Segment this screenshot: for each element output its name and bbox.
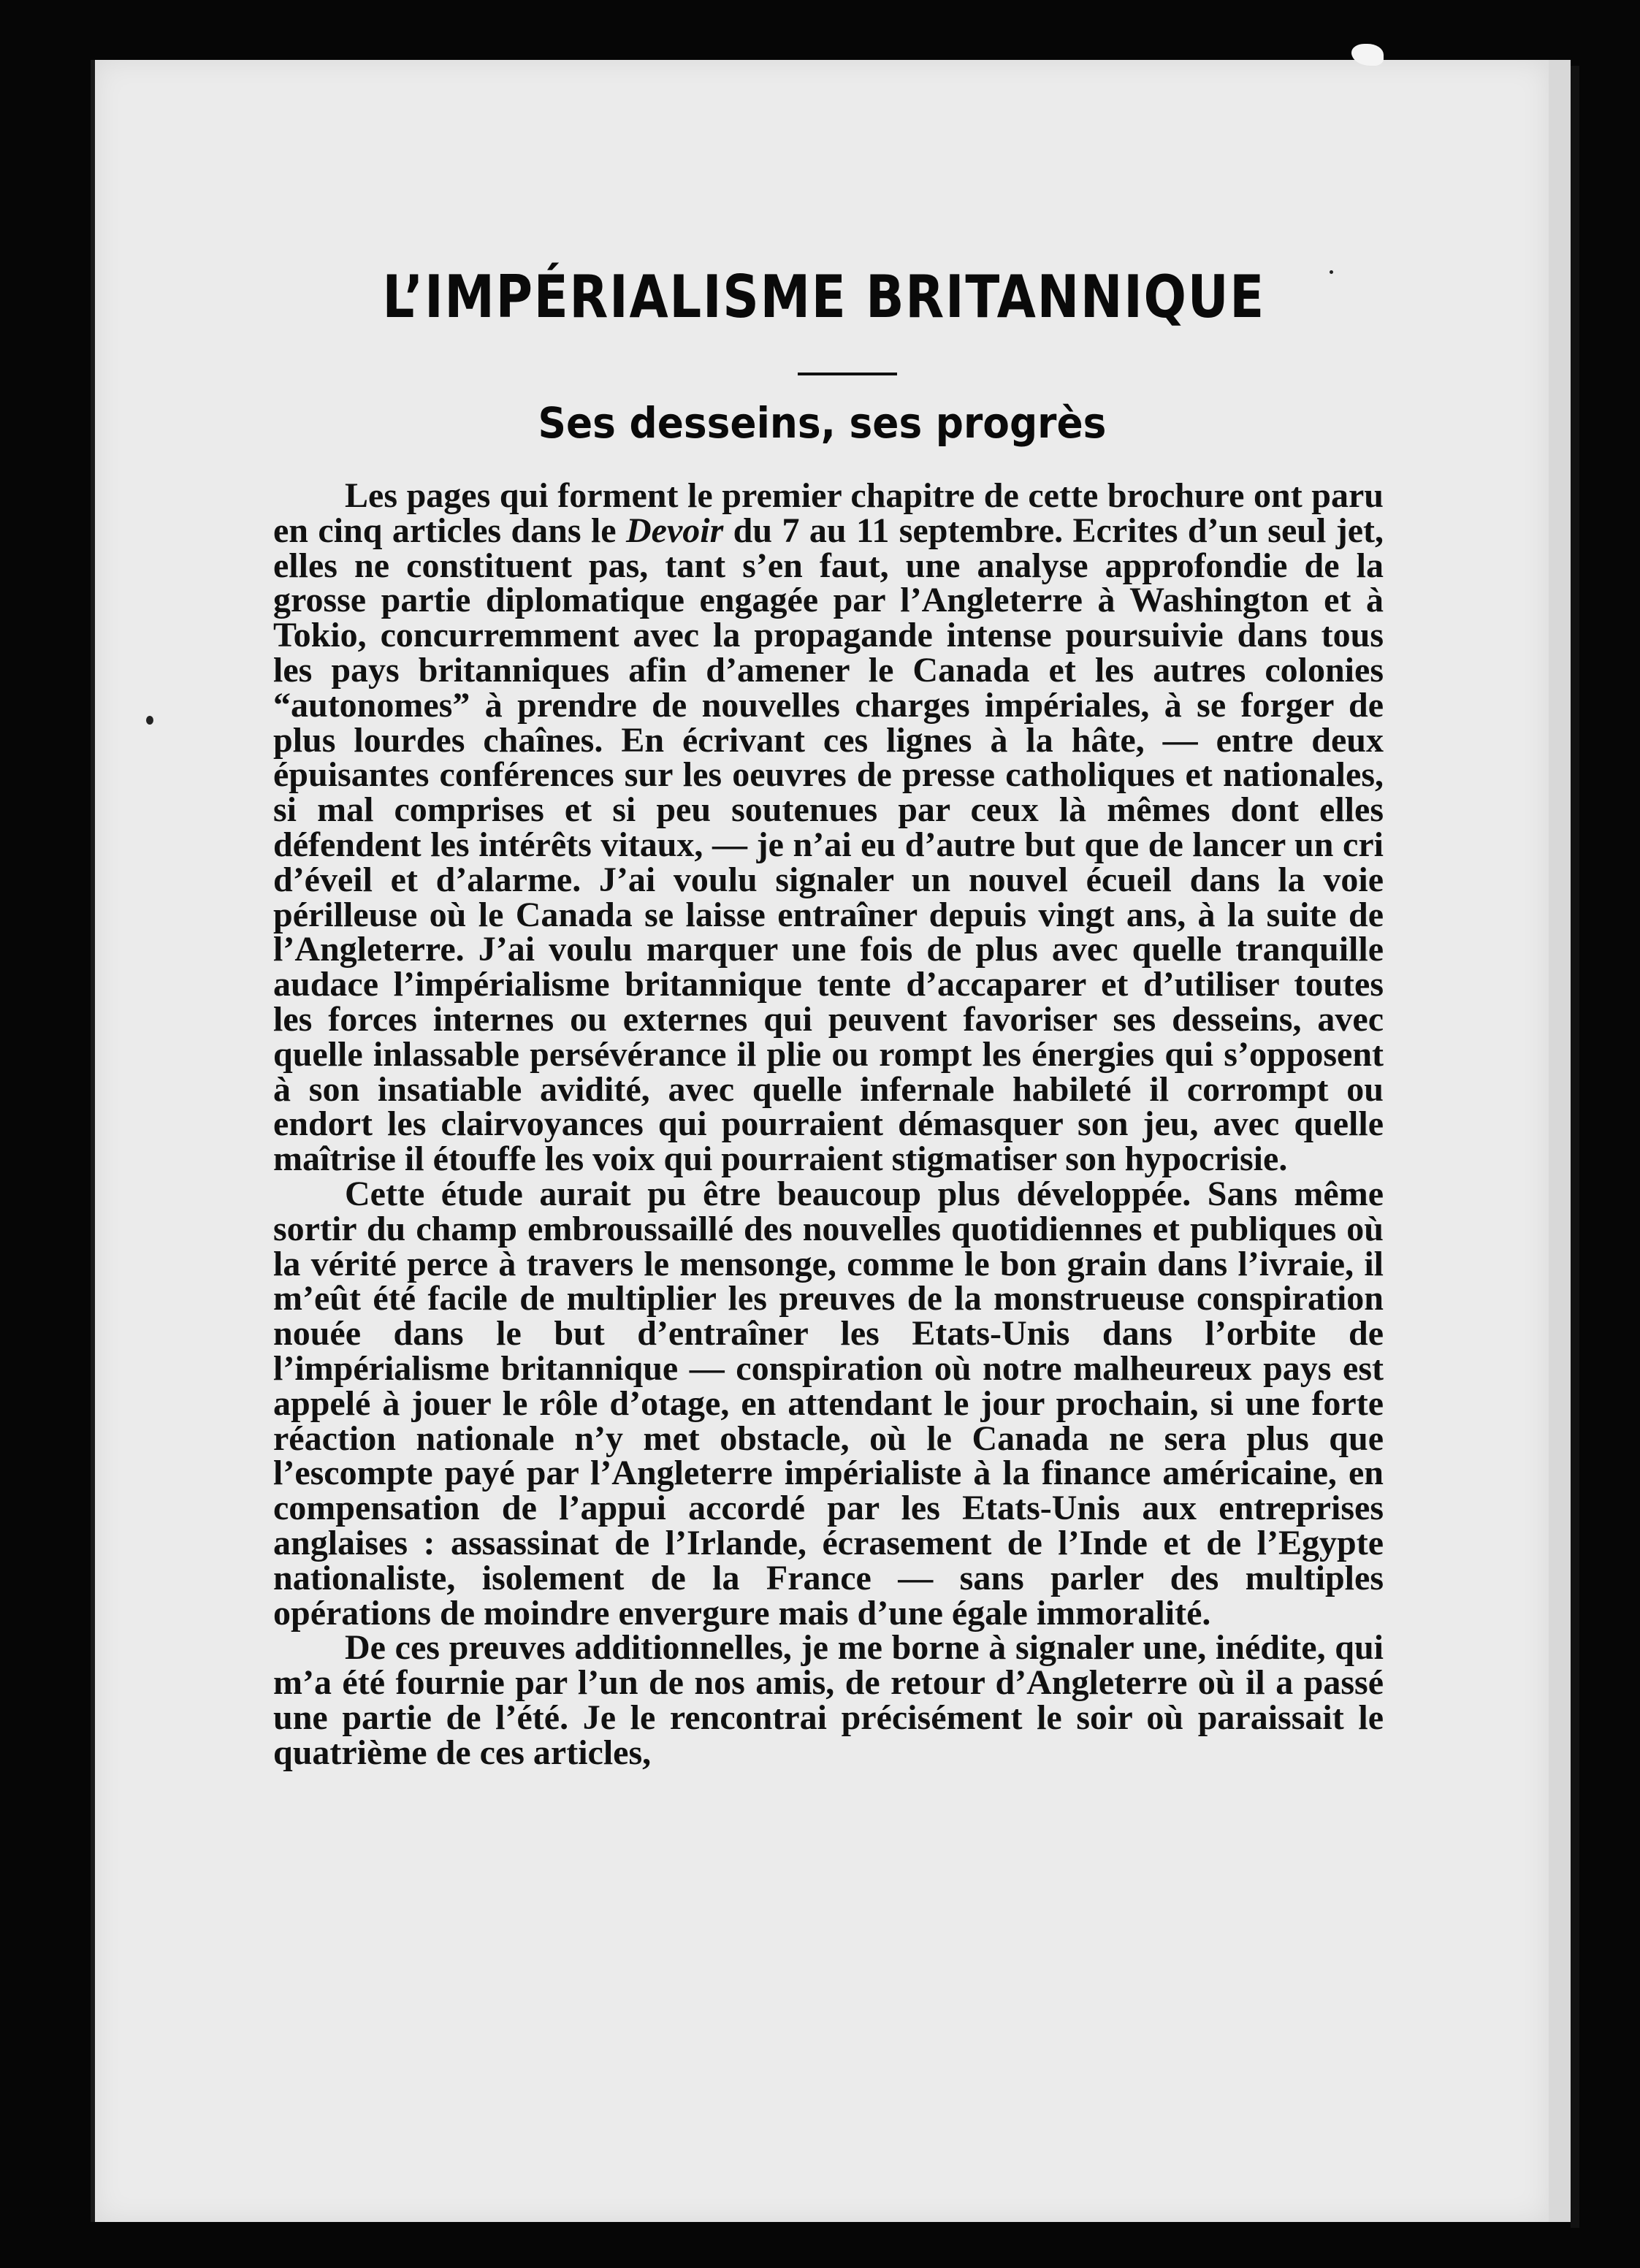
- paragraph-1-text-a: Les pages qui forment le premier chapitre de cette brochure ont paru en cinq articles dans le: [273, 476, 1384, 550]
- title-divider: [798, 373, 897, 375]
- page-title: L’IMPÉRIALISME BRITANNIQUE: [382, 263, 1266, 331]
- paragraph-1: [273, 478, 1384, 1177]
- ink-speck: [146, 716, 153, 725]
- paragraph-1-text-b: du 7 au 11 septembre. Ecrites d’un seul jet, elles ne constituent pas, tant s’en faut, une analyse approfondie de la grosse partie diplomatique engagée par l’Angleterre à Washington et à Tokio, concurremment avec la propagande intense poursuivie dans tous les pays britanniques afin d’amener le Canada et les autres colonies “autonomes” à prendre de nouvelles charges impériales, à se forger de plus lourdes chaînes. En écrivant ces lignes à la hâte, — entre deux épuisantes conférences sur les oeuvres de presse catholiques et nationales, si mal comprises et si peu soutenues par ceux là mêmes dont elles défendent les intérêts vitaux, — je n’ai eu d’autre but que de lancer un cri d’éveil et d’alarme. J’ai voulu signaler un nouvel écueil dans la voie périlleuse où le Canada se laisse entraîner depuis vingt ans, à la suite de l’Angleterre. J’ai voulu marquer une fois de plus avec quelle tranquille audace l’impérialisme britannique tente d’accaparer et d’utiliser toutes les forces internes ou externes qui peuvent favoriser ses desseins, avec quelle inlassable persévérance il plie ou rompt les énergies qui s’opposent à son insatiable avidité, avec quelle infernale habileté il corrompt ou endort les clairvoyances qui pourraient démasquer son jeu, avec quelle maîtrise il étouffe les voix qui pourraient stigmatiser son hypocrisie.: [273, 511, 1384, 1179]
- newspaper-name: Devoir: [625, 511, 724, 550]
- binding-strip: [1571, 66, 1579, 2228]
- paragraph-3: De ces preuves additionnelles, je me borne à signaler une, inédite, qui m’a été fournie par l’un de nos amis, de retour d’Angleterre où il a passé une partie de l’été. Je le rencontrai précisément le soir où paraissait le quatrième de ces articles,: [273, 1628, 1384, 1772]
- paragraph-2: Cette étude aurait pu être beaucoup plus développée. Sans même sortir du champ embroussaillé des nouvelles quotidiennes et publiques où la vérité perce à travers le mensonge, comme le bon grain dans l’ivraie, il m’eût été facile de multiplier les preuves de la monstrueuse conspiration nouée dans le but d’entraîner les Etats-Unis dans l’orbite de l’impérialisme britannique — conspiration où notre malheureux pays est appelé à jouer le rôle d’otage, en attendant le jour prochain, si une forte réaction nationale n’y met obstacle, où le Canada ne sera plus que l’escompte payé par l’Angleterre impérialiste à la finance américaine, en compensation de l’appui accordé par les Etats-Unis aux entreprises anglaises : assassinat de l’Irlande, écrasement de l’Inde et de l’Egypte nationaliste, isolement de la France — sans parler des multiples opérations de moindre envergure mais d’une égale immoralité.: [273, 1174, 1384, 1633]
- page-subtitle: Ses desseins, ses progrès: [538, 398, 1107, 448]
- body-text: [273, 478, 1384, 1770]
- page-right-edge: [1549, 60, 1571, 2222]
